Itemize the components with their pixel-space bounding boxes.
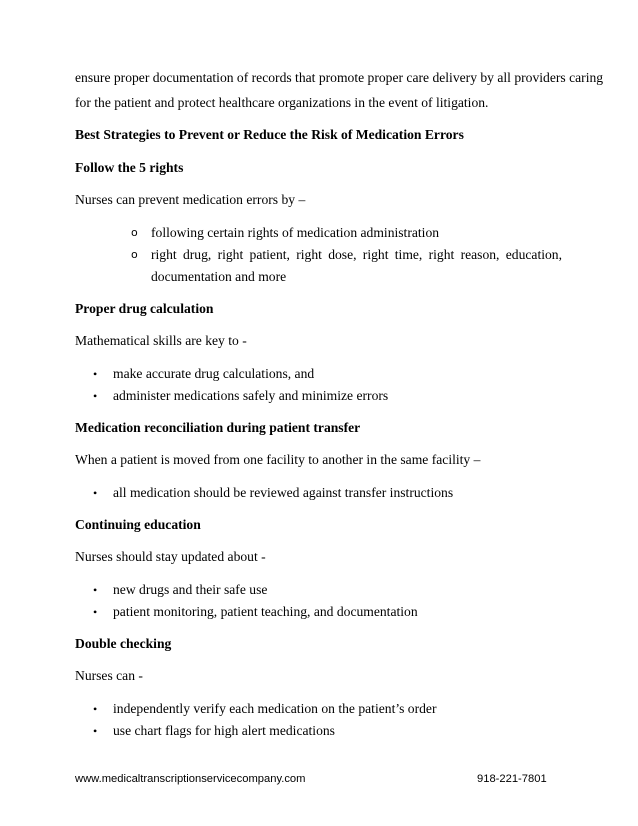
heading-medication-reconciliation: Medication reconciliation during patient transfer [75,420,361,435]
reconciliation-item-1: all medication should be reviewed against transfer instructions [113,485,454,500]
heading-drug-calculation: Proper drug calculation [75,301,214,316]
heading-continuing-education: Continuing education [75,517,201,532]
bullet-marker: • [93,724,98,738]
calculation-item-2: administer medications safely and minimize errors [113,388,389,403]
calculation-intro: Mathematical skills are key to - [75,333,247,348]
sub-bullet-marker: o [131,226,138,239]
footer-website-link[interactable]: www.medicaltranscriptionservicecompany.com [75,773,306,785]
intro-paragraph-line-1: ensure proper documentation of records that promote proper care delivery by all providers caring [75,70,604,85]
double-checking-item-1: independently verify each medication on the patient’s order [113,701,437,716]
double-checking-intro: Nurses can - [75,668,143,683]
sub-bullet-marker: o [131,248,138,261]
bullet-marker: • [93,605,98,619]
main-heading: Best Strategies to Prevent or Reduce the Risk of Medication Errors [75,127,464,142]
heading-follow-rights: Follow the 5 rights [75,160,184,175]
double-checking-item-2: use chart flags for high alert medications [113,723,335,738]
bullet-marker: • [93,389,98,403]
intro-paragraph-line-2: for the patient and protect healthcare organizations in the event of litigation. [75,95,489,110]
bullet-marker: • [93,583,98,597]
footer-phone: 918-221-7801 [477,773,547,785]
bullet-marker: • [93,486,98,500]
rights-item-2: right drug, right patient, right dose, right time, right reason, education, [151,247,562,262]
calculation-item-1: make accurate drug calculations, and [113,366,315,381]
education-intro: Nurses should stay updated about - [75,549,266,564]
rights-item-1: following certain rights of medication administration [151,225,440,240]
rights-intro: Nurses can prevent medication errors by – [75,192,306,207]
education-item-2: patient monitoring, patient teaching, and documentation [113,604,418,619]
heading-double-checking: Double checking [75,636,172,651]
reconciliation-intro: When a patient is moved from one facility to another in the same facility – [75,452,481,467]
bullet-marker: • [93,702,98,716]
bullet-marker: • [93,367,98,381]
education-item-1: new drugs and their safe use [113,582,268,597]
rights-item-2-continued: documentation and more [151,269,287,284]
